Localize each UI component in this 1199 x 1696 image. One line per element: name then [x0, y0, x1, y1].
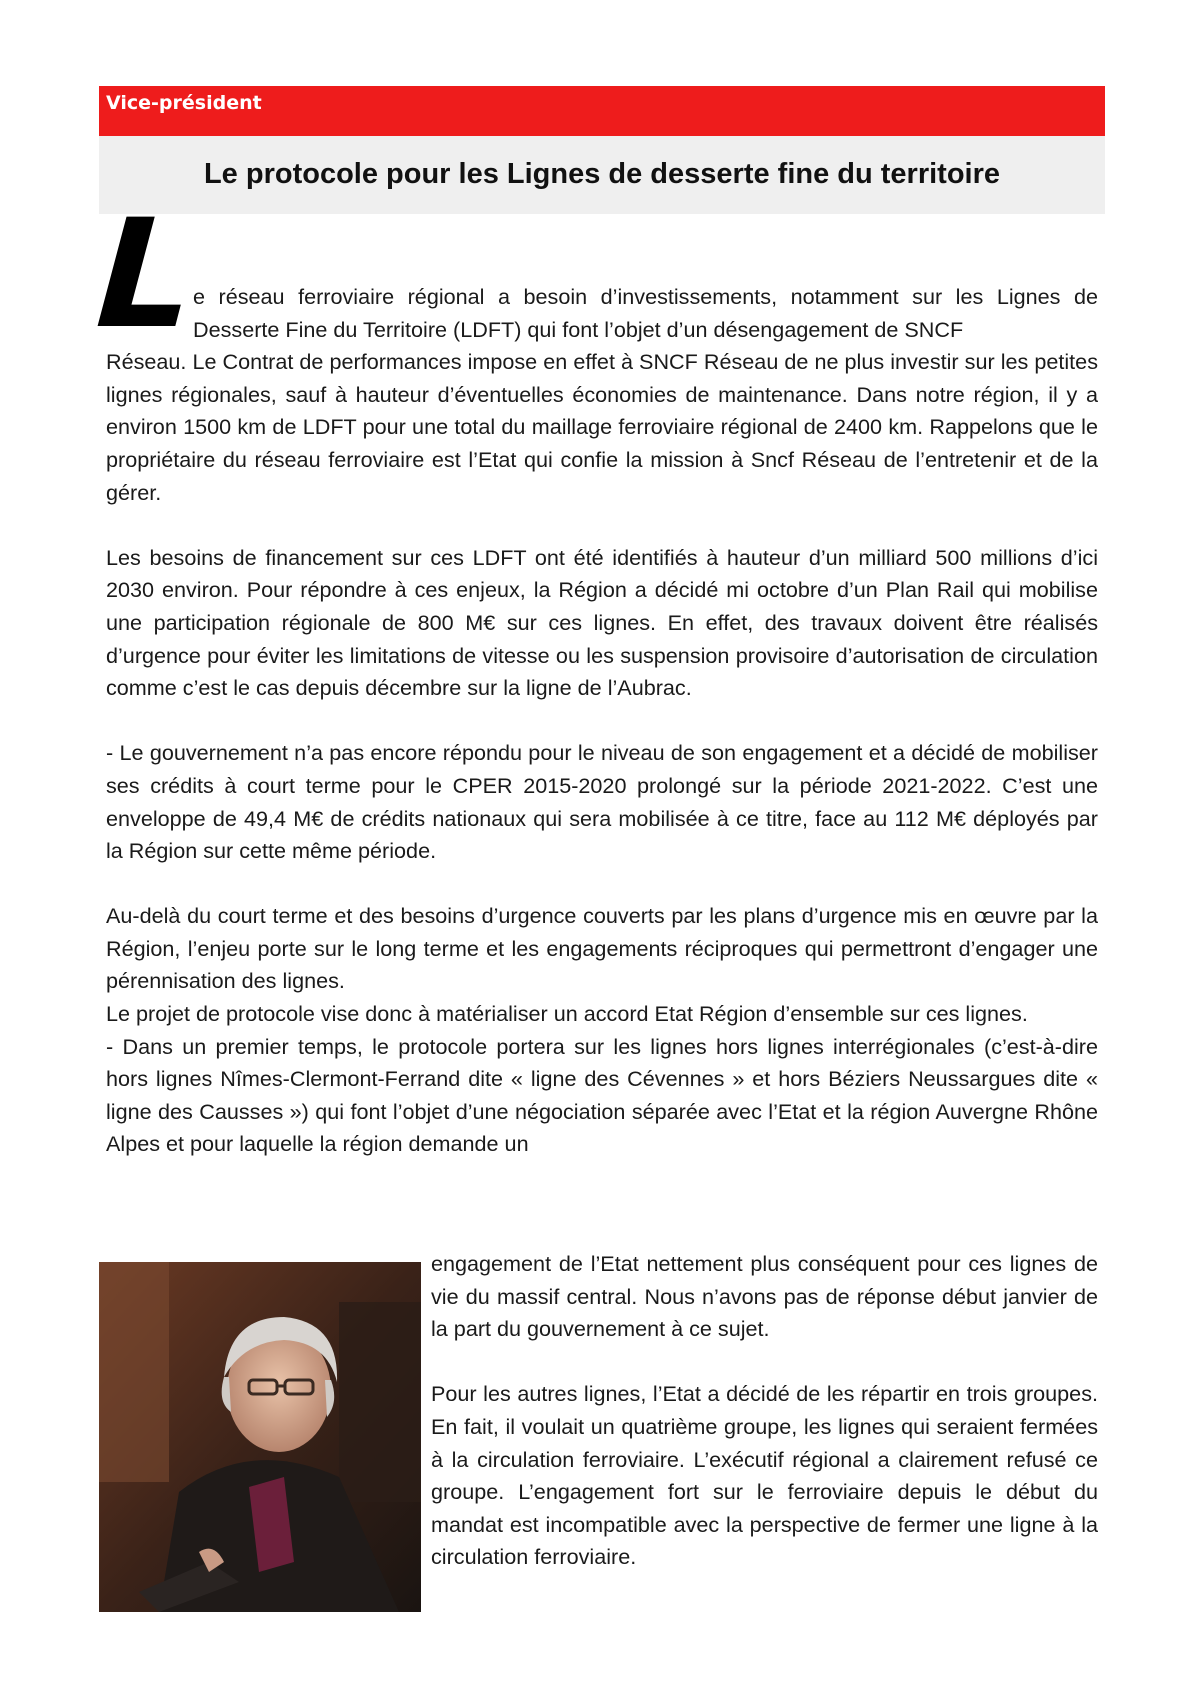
paragraph-intro: Réseau. Le Contrat de performances impose en effet à SNCF Réseau de ne plus investir sur les petites lignes régionales, sauf à hauteur d’éventuelles économies de maintenance. Dans notre région, il y a environ 1500 km de LDFT pour une total du maillage ferroviaire régional de 2400 km. Rappelons que le propriétaire du réseau ferroviaire est l’Etat qui confie la mission à Sncf Réseau de l’entretenir et de la gérer.	[106, 349, 1098, 505]
paragraph-government: - Le gouvernement n’a pas encore répondu pour le niveau de son engagement et a décidé de mobiliser ses crédits à court terme pour le CPER 2015-2020 prolongé sur la période 2021-2022. C’est une enveloppe de 49,4 M€ de crédits nationaux qui sera mobilisée à ce titre, face au 112 M€ déployés par la Région sur cette même période.	[106, 740, 1098, 864]
paragraph-financing: Les besoins de financement sur ces LDFT ont été identifiés à hauteur d’un milliard 500 millions d’ici 2030 environ. Pour répondre à ces enjeux, la Région a décidé mi octobre d’un Plan Rail qui mobilise une participation régionale de 800 M€ sur ces lignes. En effet, des travaux doivent être réalisés d’urgence pour éviter les limitations de vitesse ou les suspension provisoire d’autorisation de circulation comme c’est le cas depuis décembre sur la ligne de l’Aubrac.	[106, 544, 1098, 701]
paragraph-long-term: Au-delà du court terme et des besoins d’urgence couverts par les plans d’urgence mis en œuvre par la Région, l’enjeu porte sur le long terme et les engagements réciproques qui permettront d’engager une pérennisation des lignes.	[106, 903, 1098, 994]
speaker-photo	[99, 1262, 421, 1612]
drop-cap-letter: L	[91, 188, 200, 362]
paragraph-first-step-cont: engagement de l’Etat nettement plus conséquent pour ces lignes de vie du massif central. Nous n’avons pas de réponse début janvier de la part du gouvernement à ce sujet.	[431, 1251, 1098, 1342]
section-header-bar	[99, 86, 1105, 136]
paragraph-protocol-project: Le projet de protocole vise donc à matérialiser un accord Etat Région d’ensemble sur ces lignes.	[106, 1001, 1028, 1027]
article-body	[106, 281, 1098, 1161]
side-column-text	[431, 1248, 1098, 1574]
section-label: Vice-président	[106, 92, 262, 114]
page-title: Le protocole pour les Lignes de desserte fine du territoire	[203, 158, 1001, 190]
paragraph-other-lines: Pour les autres lignes, l’Etat a décidé de les répartir en trois groupes. En fait, il voulait un quatrième groupe, les lignes qui seraient fermées à la circulation ferroviaire. L’exécutif régional a clairement refusé ce groupe. L’engagement fort sur le ferroviaire depuis le début du mandat est incompatible avec la perspective de fermer une ligne à la circulation ferroviaire.	[431, 1381, 1098, 1570]
title-band	[99, 136, 1105, 214]
paragraph-intro-lead: e réseau ferroviaire régional a besoin d’investissements, notamment sur les Lignes de Desserte Fine du Territoire (LDFT) qui font l’objet d’un désengagement de SNCF	[193, 284, 1098, 342]
paragraph-first-step: - Dans un premier temps, le protocole portera sur les lignes hors lignes interrégionales (c’est-à-dire hors lignes Nîmes-Clermont-Ferrand dite « ligne des Cévennes » et hors Béziers Neussargues dite « ligne des Causses ») qui font l’objet d’une négociation séparée avec l’Etat et la région Auvergne Rhône Alpes et pour laquelle la région demande un	[106, 1033, 1098, 1157]
